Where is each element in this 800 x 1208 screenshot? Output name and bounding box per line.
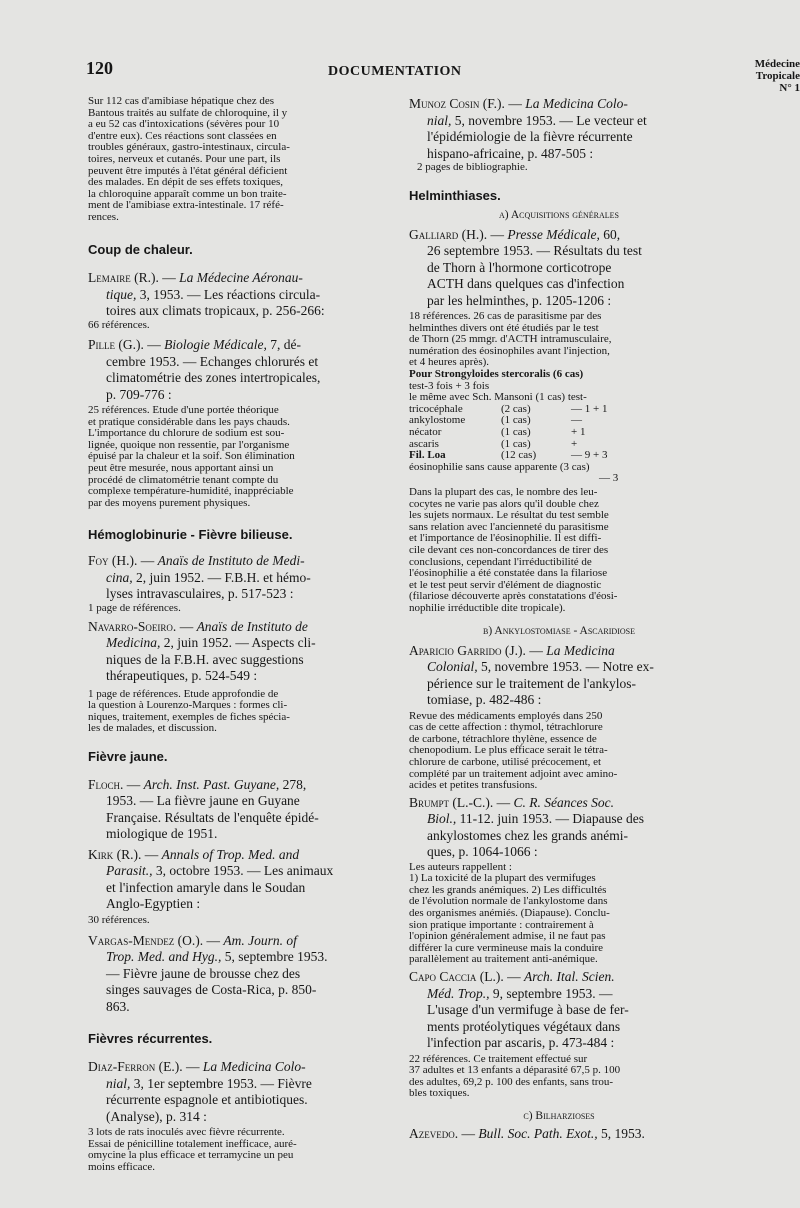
bibliography-entry: Aparicio Garrido (J.). — La Medicina Colonial, 5, novembre 1953. — Notre ex- périence sur le traitement de l'ankylos- tomiase, p. 482-486 : (409, 642, 654, 708)
subsection-heading: c) Bilharzioses (523, 1109, 595, 1122)
bibliography-entry: Navarro-Soeiro. — Anaïs de Instituto de Medicina, 2, juin 1952. — Aspects cli- niques de la F.B.H. avec suggestions thérapeutiques, p. 524-549 : (88, 618, 316, 684)
entry-abstract: 18 références. 26 cas de parasitisme par des helminthes divers ont été étudiés par le test de Thorn (25 mmgr. d'ACTH intramusculaire, numération des éosinophiles avant l'injection, et 4 heures après). Pour Strongyloides stercoralis (6 cas) test-3 fois + 3 fois le même avec Sch. Mansoni (1 cas) test- (409, 310, 612, 404)
bibliography-entry: Capo Caccia (L.). — Arch. Ital. Scien. Méd. Trop., 9, septembre 1953. — L'usage d'un vermifuge à base de fer- ments protéolytiques végétaux dans l'infection par ascaris, p. 473-484 : (409, 969, 629, 1051)
entry-abstract: Revue des médicaments employés dans 250 cas de cette affection : thymol, tétrachlorure de carbone, tétrachlore thylène, essence de chenopodium. Le plus efficace serait le tétra- chlorure de carbone, utilisé précocement, et complété par un traitement adjoint avec amino- acides et petites transfusions. (409, 709, 618, 792)
page-number: 120 (86, 58, 113, 78)
left-column (88, 96, 388, 1173)
table-note: — 3 (599, 472, 619, 485)
bibliography-entry: Foy (H.). — Anaïs de Instituto de Medi- cina, 2, juin 1952. — F.B.H. et hémo- lyses intravasculaires, p. 517-523 : (88, 553, 311, 602)
running-title: DOCUMENTATION (328, 64, 462, 79)
right-column (409, 96, 709, 1142)
bibliography-entry: Brumpt (L.-C.). — C. R. Séances Soc. Biol., 11-12. juin 1953. — Diapause des ankylostomes chez les grands anémi- ques, p. 1064-1066 : (409, 794, 644, 860)
journal-corner-line: Tropicale (755, 70, 800, 82)
section-heading: Helminthiases. (409, 187, 501, 203)
section-heading: Fièvres récurrentes. (88, 1031, 213, 1046)
bibliography-entry: Galliard (H.). — Presse Médicale, 60, 26 septembre 1953. — Résultats du test de Thorn à l'hormone corticotrope ACTH dans quelques cas d'infection par les helminthes, p. 1205-1206 : (409, 226, 642, 308)
journal-corner (735, 58, 800, 94)
entry-references: 1 page de références. (88, 601, 181, 614)
entry-references: 66 références. (88, 318, 150, 331)
table-row: ankylostome (1 cas) — (409, 414, 582, 427)
entry-references: 2 pages de bibliographie. (417, 161, 528, 173)
entry-abstract: 3 lots de rats inoculés avec fièvre récurrente. Essai de pénicilline totalement inefficace, auré- omycine la plus efficace et terramycine un peu moins efficace. (88, 1126, 297, 1173)
bibliography-entry: Lemaire (R.). — La Médecine Aéronau- tique, 3, 1953. — Les réactions circula- toires aux climats tropicaux, p. 256-266: (88, 270, 325, 318)
section-heading: Fièvre jaune. (88, 748, 168, 764)
table-row: nécator (1 cas) + 1 (409, 426, 586, 439)
table-note: éosinophilie sans cause apparente (3 cas) (409, 460, 590, 473)
subsection-heading: b) Ankylostomiase - Ascaridiose (483, 624, 635, 637)
table-row: ascaris (1 cas) + (409, 437, 578, 450)
entry-abstract: 1 page de références. Etude approfondie de la question à Lourenzo-Marques : formes cli- niques, traitement, exemples de fiches spécia- les de malades, et discussion. (88, 687, 290, 735)
bibliography-entry: Kirk (R.). — Annals of Trop. Med. and Parasit., 3, octobre 1953. — Les animaux et l'infection amaryle dans le Soudan Anglo-Egyptien : (88, 846, 334, 912)
table-row: tricocéphale (2 cas) — 1 + 1 (409, 402, 608, 415)
entry-abstract: Dans la plupart des cas, le nombre des leu- cocytes ne varie pas alors qu'il double chez les sujets normaux. Le résultat du test semble sans relation avec l'ancienneté du parasitisme et l'importance de l'éosinophilie. Il est diffi- cile devant ces non-concordances de tirer des conclusions, cependant l'irréductibilité de l'éosinophilie a été constatée dans la filariose et le test peut servir d'élément de diagnostic (filariose découverte après constatations d'éosi- nophilie irréductible dite tropicale). (409, 486, 618, 614)
intro-abstract: Sur 112 cas d'amibiase hépatique chez des Bantous traités au sulfate de chloroquine, il y a eu 52 cas d'intoxications (sévères pour 10 d'entre eux). Ces réactions sont classées en troubles généraux, gastro-intestinaux, circula- toires, nerveux et cutanés. Pour une part, ils peuvent être imputés à l'état général déficient des malades. En dépit de ses effets toxiques, la chloroquine apparaît comme un bon traite- ment de l'amibiase extra-intestinale. 17 réfé- rences. (88, 95, 290, 223)
entry-references: 30 références. (88, 913, 150, 926)
bibliography-entry: Pille (G.). — Biologie Médicale, 7, dé- cembre 1953. — Echanges chlorurés et climatométrie des zones intertropicales, p. 709-776 : (88, 337, 321, 402)
table-row: Fil. Loa (12 cas) — 9 + 3 (409, 449, 608, 462)
journal-corner-line: Médecine (754, 58, 800, 70)
bibliography-entry: Floch. — Arch. Inst. Past. Guyane, 278, 1953. — La fièvre jaune en Guyane Française. Résultats de l'enquête épidé- miologique de 1951. (88, 776, 319, 842)
journal-corner-line: N° 1 (779, 82, 800, 94)
bibliography-entry: Diaz-Ferron (E.). — La Medicina Colo- nial, 3, 1er septembre 1953. — Fièvre récurrente espagnole et antibiotiques. (Analyse), p. 314 : (88, 1059, 312, 1124)
bibliography-entry: Azevedo. — Bull. Soc. Path. Exot., 5, 1953. (409, 1125, 645, 1141)
bibliography-entry: Vargas-Mendez (O.). — Am. Journ. of Trop. Med. and Hyg., 5, septembre 1953. — Fièvre jaune de brousse chez des singes sauvages de Costa-Rica, p. 850- 863. (88, 932, 328, 1014)
entry-abstract: 22 références. Ce traitement effectué sur 37 adultes et 13 enfants a déparasité 67,5 p. 100 des adultes, 69,2 p. 100 des enfants, sans trou- bles toxiques. (409, 1052, 621, 1100)
subsection-heading: a) Acquisitions générales (499, 208, 619, 221)
section-heading: Hémoglobinurie - Fièvre bilieuse. (88, 527, 293, 543)
entry-abstract: Les auteurs rappellent : 1) La toxicité de la plupart des vermifuges chez les grands anémiques. 2) Les difficultés de l'évolution normale de l'ankylostome dans des organismes anémiés. (Diapause). Conclu- sion pratique importante : contrairement à l'opinion généralement admise, il ne faut pas différer la cure vermineuse mais la conduire parallèlement au traitement anti-anémique. (409, 860, 610, 966)
bibliography-entry: Munoz Cosin (F.). — La Medicina Colo- nial, 5, novembre 1953. — Le vecteur et l'épidémiologie de la fièvre récurrente hispano-africaine, p. 487-505 : (409, 96, 647, 161)
entry-abstract: 25 références. Etude d'une portée théorique et pratique considérable dans les pays chauds. L'importance du chlorure de sodium est sou- lignée, quoique non ressentie, par l'organisme épuisé par la chaleur et la soif. Son élimination peut être mesurée, nous apportant ainsi un procédé de climatométrie tenant compte du complexe température-humidité, inappréciable par des moyens purement physiques. (88, 404, 295, 509)
results-table (409, 404, 709, 485)
section-heading: Coup de chaleur. (88, 242, 193, 257)
